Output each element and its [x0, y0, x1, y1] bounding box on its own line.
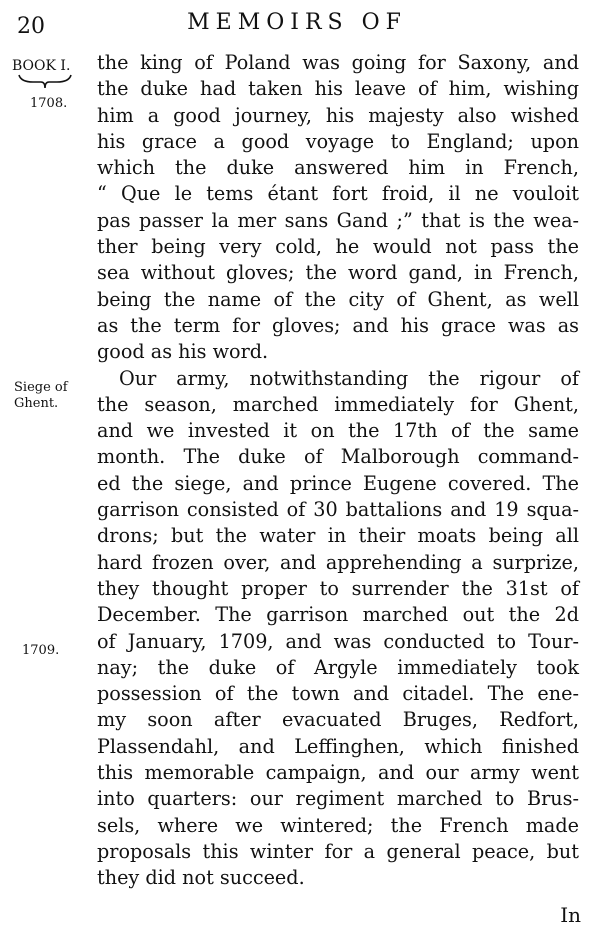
text-line: December. The garrison marched out the 2d [97, 603, 579, 627]
text-line: into quarters: our regiment marched to Brus- [97, 787, 579, 811]
text-line: “ Que le tems étant fort froid, il ne vouloit [97, 182, 579, 206]
text-line: pas passer la mer sans Gand ;” that is the wea- [97, 208, 579, 232]
text-line: him a good journey, his majesty also wished [97, 103, 579, 127]
text-line: they did not succeed. [97, 866, 305, 890]
text-line: and we invested it on the 17th of the same [97, 419, 579, 443]
text-line: Our army, notwithstanding the rigour of [119, 366, 579, 390]
text-line: sels, where we wintered; the French made [97, 813, 579, 837]
text-line: my soon after evacuated Bruges, Redfort, [97, 708, 579, 732]
text-line: the king of Poland was going for Saxony, and [97, 51, 579, 74]
text-line: this memorable campaign, and our army went [97, 761, 579, 785]
brace-icon [17, 72, 73, 90]
text-line: drons; but the water in their moats being all [97, 524, 579, 548]
running-head: MEMOIRS OF [187, 10, 407, 35]
margin-note-siege [14, 380, 68, 412]
text-line: his grace a good voyage to England; upon [97, 129, 579, 153]
text-line: of January, 1709, and was conducted to Tour- [97, 629, 579, 653]
text-line: Plassendahl, and Leffinghen, which finished [97, 734, 579, 758]
text-line: hard frozen over, and apprehending a surprize, [97, 550, 579, 574]
margin-year-1708: 1708. [30, 96, 68, 111]
text-line: nay; the duke of Argyle immediately took [97, 655, 579, 679]
text-line: the duke had taken his leave of him, wishing [97, 77, 579, 101]
text-line: ther being very cold, he would not pass the [97, 235, 579, 259]
margin-book-label: BOOK I. [12, 58, 71, 74]
text-line: being the name of the city of Ghent, as well [97, 287, 579, 311]
text-line: possession of the town and citadel. The ene- [97, 682, 579, 706]
margin-note-siege-line1: Siege of [14, 380, 68, 395]
catchword: In [560, 903, 581, 927]
page-number: 20 [17, 14, 45, 39]
body-text [97, 50, 579, 892]
text-line: the season, marched immediately for Ghent, [97, 392, 579, 416]
margin-note-siege-line2: Ghent. [14, 396, 59, 411]
text-line: sea without gloves; the word gand, in French, [97, 261, 579, 285]
text-line: good as his word. [97, 340, 269, 364]
text-line: month. The duke of Malborough command- [97, 445, 579, 469]
text-line: garrison consisted of 30 battalions and 19 squa- [97, 498, 579, 522]
text-line: as the term for gloves; and his grace was as [97, 313, 579, 337]
text-line: they thought proper to surrender the 31st of [97, 576, 579, 600]
margin-year-1709: 1709. [22, 643, 60, 658]
text-line: which the duke answered him in French, [97, 156, 579, 180]
text-line: ed the siege, and prince Eugene covered. The [97, 471, 579, 495]
text-line: proposals this winter for a general peace, but [97, 839, 579, 863]
